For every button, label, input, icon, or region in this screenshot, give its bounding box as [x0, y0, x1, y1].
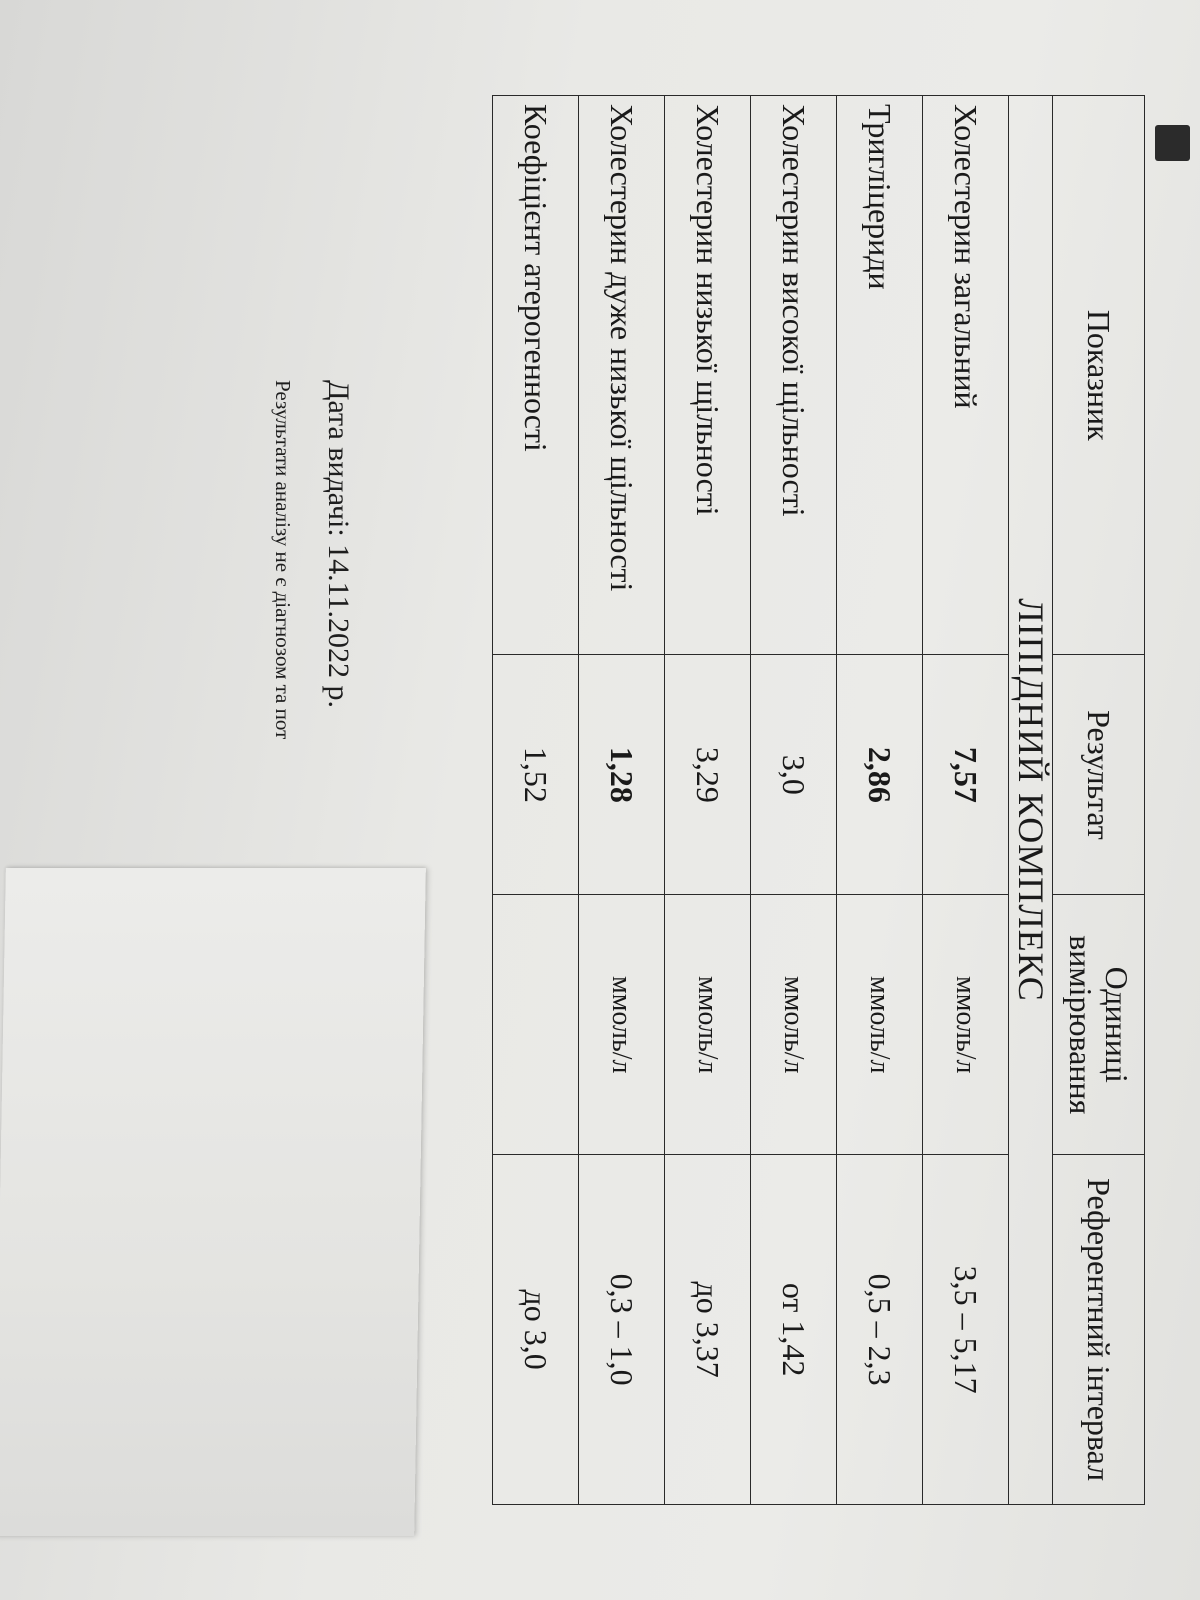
- row-name: Холестерин низької щільності: [665, 96, 751, 655]
- row-reference: 0,3 – 1,0: [579, 1155, 665, 1505]
- row-unit: ммоль/л: [579, 895, 665, 1155]
- row-result: 2,86: [837, 655, 923, 895]
- table-row: [751, 96, 837, 1505]
- row-unit: [493, 895, 579, 1155]
- row-name: Коефіцієнт атерогенності: [493, 96, 579, 655]
- row-result: 3,0: [751, 655, 837, 895]
- row-result: 7,57: [923, 655, 1009, 895]
- covering-paper-sheet: [0, 868, 426, 1536]
- row-unit: ммоль/л: [923, 895, 1009, 1155]
- row-name: Холестерин дуже низької щільності: [579, 96, 665, 655]
- lipid-results-table: [492, 95, 1145, 1505]
- header-result: Результат: [1053, 655, 1145, 895]
- row-reference: до 3,0: [493, 1155, 579, 1505]
- table-row: [579, 96, 665, 1505]
- row-unit: ммоль/л: [751, 895, 837, 1155]
- table-row: [493, 96, 579, 1505]
- row-unit: ммоль/л: [665, 895, 751, 1155]
- row-reference: от 1,42: [751, 1155, 837, 1505]
- issue-date: Дата видачі: 14.11.2022 р.: [322, 380, 355, 709]
- section-row: [1009, 96, 1053, 1505]
- header-units: Одиниці вимірювання: [1053, 895, 1145, 1155]
- row-unit: ммоль/л: [837, 895, 923, 1155]
- row-reference: до 3,37: [665, 1155, 751, 1505]
- table-header-row: [1053, 96, 1145, 1505]
- table-row: [923, 96, 1009, 1505]
- row-name: Холестерин загальний: [923, 96, 1009, 655]
- header-indicator: Показник: [1053, 96, 1145, 655]
- section-title: ЛІПІДНИЙ КОМПЛЕКС: [1009, 96, 1053, 1505]
- row-name: Тригліцериди: [837, 96, 923, 655]
- row-result: 1,28: [579, 655, 665, 895]
- table-row: [665, 96, 751, 1505]
- disclaimer-text: Результати аналізу не є діагнозом та пот: [271, 380, 295, 740]
- row-result: 3,29: [665, 655, 751, 895]
- row-result: 1,52: [493, 655, 579, 895]
- row-reference: 3,5 – 5,17: [923, 1155, 1009, 1505]
- table-row: [837, 96, 923, 1505]
- header-reference: Референтний інтервал: [1053, 1155, 1145, 1505]
- row-name: Холестерин високої щільності: [751, 96, 837, 655]
- row-reference: 0,5 – 2,3: [837, 1155, 923, 1505]
